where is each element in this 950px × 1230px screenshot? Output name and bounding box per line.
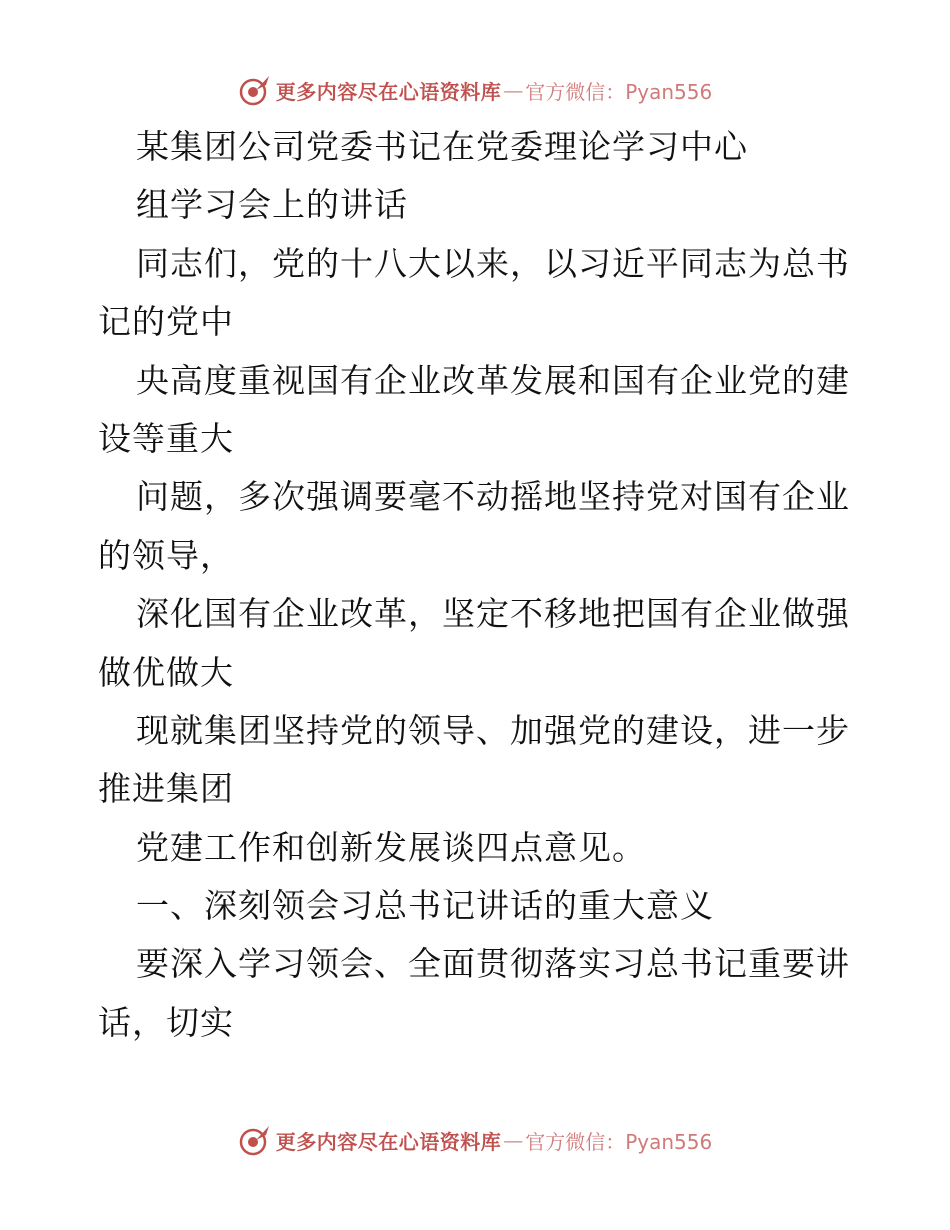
- text-line: 做优做大: [98, 652, 234, 692]
- title-line-1: 某集团公司党委书记在党委理论学习中心: [136, 127, 748, 166]
- text-line: 央高度重视国有企业改革发展和国有企业党的建: [136, 360, 850, 400]
- text-line: 的领导，: [98, 535, 234, 575]
- banner-brand: 更多内容尽在心语资料库: [275, 79, 502, 104]
- text-line: 问题，多次强调要毫不动摇地坚持党对国有企业: [136, 477, 850, 517]
- text-line: 记的党中: [98, 302, 234, 342]
- banner-wechat: 官方微信：Pyan556: [525, 1129, 713, 1154]
- banner-separator: —: [503, 78, 524, 102]
- quill-pen-logo-icon: [238, 1123, 272, 1157]
- text-line: 设等重大: [98, 418, 234, 458]
- banner-wechat: 官方微信：Pyan556: [525, 79, 713, 104]
- text-line: 话，切实: [98, 1002, 234, 1042]
- text-line: 党建工作和创新发展谈四点意见。: [136, 827, 646, 867]
- header-banner: [0, 70, 950, 110]
- title-line-2: 组学习会上的讲话: [136, 185, 408, 225]
- banner-brand: 更多内容尽在心语资料库: [275, 1129, 502, 1154]
- text-line: 要深入学习领会、全面贯彻落实习总书记重要讲: [136, 944, 850, 984]
- text-line: 同志们，党的十八大以来，以习近平同志为总书: [136, 243, 850, 283]
- text-line: 深化国有企业改革，坚定不移地把国有企业做强: [136, 594, 850, 634]
- document-body: [98, 118, 858, 1052]
- quill-pen-logo-icon: [238, 73, 272, 107]
- text-line: 推进集团: [98, 769, 234, 809]
- section-heading: 一、深刻领会习总书记讲话的重大意义: [136, 886, 714, 926]
- text-line: 现就集团坚持党的领导、加强党的建设，进一步: [136, 710, 850, 750]
- banner-separator: —: [503, 1128, 524, 1152]
- footer-banner: [0, 1120, 950, 1160]
